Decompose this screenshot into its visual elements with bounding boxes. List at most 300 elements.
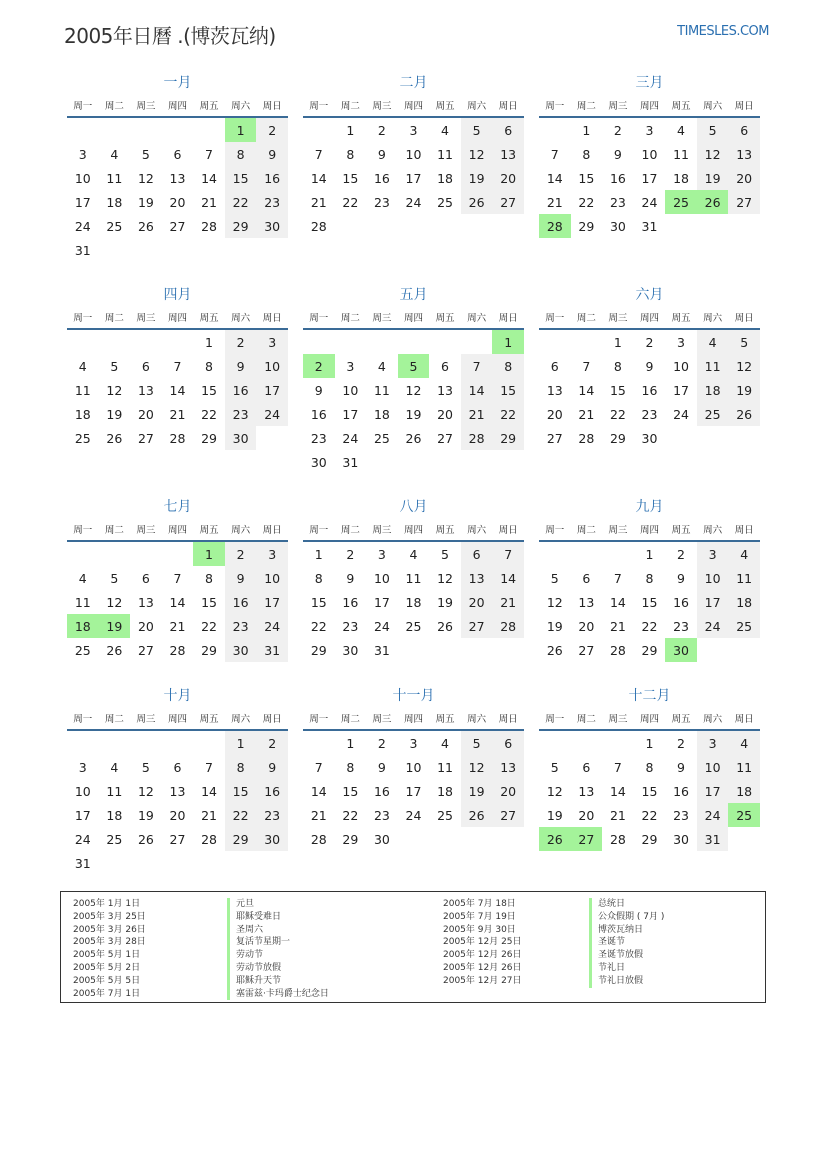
- weekday-header: 周四: [398, 94, 430, 117]
- day-cell: 26: [106, 642, 123, 658]
- day-cell: 16: [609, 170, 626, 186]
- day-cell: 5: [461, 117, 493, 142]
- day-cell: 10: [405, 146, 422, 162]
- day-cell: 27: [546, 430, 563, 446]
- day-cell: 26: [137, 831, 154, 847]
- weekday-header: 周五: [429, 707, 461, 730]
- month-block: [303, 685, 524, 851]
- legend-holiday-name: 总统日: [589, 898, 664, 911]
- day-cell: 1: [314, 546, 323, 562]
- day-cell: 14: [546, 170, 563, 186]
- day-cell: 29: [342, 831, 359, 847]
- empty-cell: [67, 730, 99, 755]
- day-cell: 20: [169, 807, 186, 823]
- day-cell: 28: [169, 642, 186, 658]
- weekday-header: 周五: [665, 518, 697, 541]
- day-cell: 3: [645, 122, 654, 138]
- empty-cell: [571, 541, 603, 566]
- day-cell: 2: [303, 354, 335, 378]
- day-cell: 16: [256, 779, 288, 803]
- day-cell: 24: [256, 402, 288, 426]
- day-cell: 8: [582, 146, 591, 162]
- month-block: [67, 284, 288, 450]
- day-cell: 25: [728, 614, 760, 638]
- day-cell: 12: [137, 170, 154, 186]
- day-cell: 21: [169, 406, 186, 422]
- day-cell: 16: [373, 170, 390, 186]
- empty-cell: [67, 329, 99, 354]
- day-cell: 18: [697, 378, 729, 402]
- day-cell: 27: [169, 218, 186, 234]
- empty-cell: [335, 329, 367, 354]
- day-cell: 17: [342, 406, 359, 422]
- weekday-header: 周二: [335, 518, 367, 541]
- empty-cell: [99, 730, 131, 755]
- day-cell: 2: [377, 735, 386, 751]
- day-cell: 19: [461, 779, 493, 803]
- day-cell: 25: [373, 430, 390, 446]
- month-table: [539, 707, 760, 851]
- weekday-header: 周日: [728, 707, 760, 730]
- day-cell: 6: [461, 541, 493, 566]
- empty-cell: [429, 329, 461, 354]
- empty-cell: [429, 214, 461, 238]
- day-cell: 17: [697, 590, 729, 614]
- weekday-header: 周三: [130, 306, 162, 329]
- empty-cell: [162, 851, 194, 875]
- day-cell: 21: [310, 807, 327, 823]
- day-cell: 2: [645, 334, 654, 350]
- empty-cell: [398, 638, 430, 662]
- month-name: 九月: [635, 499, 664, 515]
- day-cell: 4: [409, 546, 418, 562]
- day-cell: 6: [441, 358, 449, 374]
- empty-cell: [366, 450, 398, 474]
- day-cell: 1: [225, 117, 257, 142]
- month-block: [303, 72, 524, 238]
- weekday-header: 周四: [634, 518, 666, 541]
- day-cell: 18: [673, 170, 689, 186]
- day-cell: 27: [492, 803, 524, 827]
- empty-cell: [571, 730, 603, 755]
- legend-holiday-name: 耶稣受难日: [227, 911, 329, 924]
- legend-date: 2005年 12月 25日: [443, 937, 522, 948]
- day-cell: 28: [461, 426, 493, 450]
- empty-cell: [571, 329, 603, 354]
- day-cell: 23: [373, 807, 390, 823]
- empty-cell: [303, 117, 335, 142]
- weekday-header: 周五: [429, 518, 461, 541]
- day-cell: 7: [492, 541, 524, 566]
- day-cell: 12: [461, 142, 493, 166]
- day-cell: 30: [665, 638, 697, 662]
- day-cell: 26: [405, 430, 422, 446]
- day-cell: 24: [673, 406, 689, 422]
- day-cell: 5: [110, 570, 119, 586]
- day-cell: 23: [225, 614, 257, 638]
- weekday-header: 周二: [571, 306, 603, 329]
- day-cell: 10: [256, 566, 288, 590]
- day-cell: 24: [373, 618, 390, 634]
- weekday-header: 周四: [634, 707, 666, 730]
- weekday-header: 周二: [571, 518, 603, 541]
- day-cell: 11: [405, 570, 422, 586]
- day-cell: 21: [201, 194, 217, 210]
- day-cell: 9: [256, 142, 288, 166]
- weekday-header: 周一: [303, 94, 335, 117]
- day-cell: 28: [609, 831, 626, 847]
- day-cell: 15: [342, 783, 359, 799]
- legend-holiday-name: 公众假期 ( 7月 ): [589, 911, 664, 924]
- day-cell: 16: [310, 406, 327, 422]
- day-cell: 5: [110, 358, 119, 374]
- day-cell: 5: [461, 730, 493, 755]
- day-cell: 12: [461, 755, 493, 779]
- empty-cell: [492, 638, 524, 662]
- day-cell: 7: [173, 570, 182, 586]
- day-cell: 15: [342, 170, 359, 186]
- day-cell: 24: [74, 218, 91, 234]
- day-cell: 26: [539, 827, 571, 851]
- day-cell: 14: [461, 378, 493, 402]
- weekday-header: 周一: [539, 94, 571, 117]
- empty-cell: [429, 450, 461, 474]
- month-name: 三月: [635, 75, 664, 91]
- day-cell: 22: [201, 406, 217, 422]
- day-cell: 22: [609, 406, 626, 422]
- weekday-header: 周三: [130, 707, 162, 730]
- day-cell: 14: [310, 783, 327, 799]
- day-cell: 9: [256, 755, 288, 779]
- day-cell: 2: [677, 735, 685, 751]
- day-cell: 12: [106, 594, 123, 610]
- weekday-header: 周三: [602, 707, 634, 730]
- day-cell: 23: [342, 618, 359, 634]
- month-block: [67, 72, 288, 262]
- empty-cell: [193, 117, 225, 142]
- day-cell: 20: [578, 618, 595, 634]
- legend-holiday-name: 复活节星期一: [227, 936, 329, 949]
- legend-date: 2005年 5月 5日: [73, 975, 141, 986]
- empty-cell: [429, 638, 461, 662]
- day-cell: 12: [106, 382, 123, 398]
- day-cell: 1: [225, 730, 257, 755]
- day-cell: 15: [609, 382, 626, 398]
- day-cell: 15: [641, 783, 658, 799]
- day-cell: 22: [342, 807, 359, 823]
- day-cell: 8: [346, 146, 355, 162]
- legend-left-names: [227, 898, 329, 1000]
- day-cell: 3: [256, 541, 288, 566]
- day-cell: 20: [492, 779, 524, 803]
- day-cell: 13: [492, 142, 524, 166]
- day-cell: 24: [256, 614, 288, 638]
- day-cell: 1: [346, 122, 355, 138]
- day-cell: 17: [697, 779, 729, 803]
- legend-holiday-name: 耶稣升天节: [227, 975, 329, 988]
- month-table: [539, 518, 760, 662]
- empty-cell: [429, 827, 461, 851]
- day-cell: 19: [137, 807, 154, 823]
- empty-cell: [162, 117, 194, 142]
- month-name: 六月: [635, 287, 664, 303]
- day-cell: 5: [141, 759, 150, 775]
- day-cell: 18: [437, 783, 453, 799]
- month-block: [67, 496, 288, 662]
- legend-date: 2005年 3月 28日: [73, 937, 146, 948]
- weekday-header: 周二: [335, 707, 367, 730]
- day-cell: 18: [373, 406, 390, 422]
- day-cell: 28: [492, 614, 524, 638]
- day-cell: 14: [201, 783, 217, 799]
- day-cell: 4: [78, 358, 87, 374]
- day-cell: 13: [137, 382, 154, 398]
- day-cell: 22: [342, 194, 359, 210]
- day-cell: 14: [201, 170, 217, 186]
- weekday-header: 周五: [665, 306, 697, 329]
- day-cell: 7: [314, 146, 323, 162]
- legend-date: 2005年 12月 26日: [443, 962, 522, 973]
- day-cell: 16: [256, 166, 288, 190]
- day-cell: 12: [728, 354, 760, 378]
- empty-cell: [130, 730, 162, 755]
- day-cell: 23: [225, 402, 257, 426]
- weekday-header: 周五: [193, 306, 225, 329]
- legend-date: 2005年 12月 27日: [443, 975, 522, 986]
- day-cell: 10: [342, 382, 359, 398]
- day-cell: 4: [110, 759, 119, 775]
- empty-cell: [539, 541, 571, 566]
- empty-cell: [602, 730, 634, 755]
- weekday-header: 周一: [539, 707, 571, 730]
- legend-date: 2005年 9月 30日: [443, 924, 516, 935]
- legend-left-dates: [73, 898, 146, 1000]
- day-cell: 26: [437, 618, 453, 634]
- day-cell: 4: [441, 122, 449, 138]
- legend-holiday-name: 塞雷兹·卡玛爵士纪念日: [227, 988, 329, 1001]
- day-cell: 19: [137, 194, 154, 210]
- weekday-header: 周六: [225, 306, 257, 329]
- day-cell: 25: [405, 618, 422, 634]
- day-cell: 18: [728, 590, 760, 614]
- day-cell: 12: [697, 142, 729, 166]
- day-cell: 9: [677, 570, 685, 586]
- day-cell: 5: [141, 146, 150, 162]
- weekday-header: 周日: [256, 707, 288, 730]
- day-cell: 25: [106, 831, 123, 847]
- day-cell: 21: [609, 618, 626, 634]
- day-cell: 4: [677, 122, 685, 138]
- day-cell: 9: [613, 146, 622, 162]
- legend-holiday-name: 圣周六: [227, 924, 329, 937]
- day-cell: 21: [201, 807, 217, 823]
- day-cell: 20: [492, 166, 524, 190]
- day-cell: 4: [441, 735, 449, 751]
- day-cell: 10: [256, 354, 288, 378]
- day-cell: 2: [677, 546, 685, 562]
- weekday-header: 周六: [461, 707, 493, 730]
- day-cell: 18: [437, 170, 453, 186]
- day-cell: 30: [256, 214, 288, 238]
- day-cell: 8: [205, 570, 213, 586]
- weekday-header: 周五: [429, 94, 461, 117]
- weekday-header: 周日: [492, 707, 524, 730]
- month-block: [303, 284, 524, 474]
- weekday-header: 周四: [162, 707, 194, 730]
- empty-cell: [99, 117, 131, 142]
- day-cell: 20: [169, 194, 186, 210]
- day-cell: 16: [641, 382, 658, 398]
- month-name: 十一月: [392, 688, 435, 704]
- month-name: 二月: [399, 75, 428, 91]
- month-table: [67, 518, 288, 662]
- day-cell: 11: [728, 566, 760, 590]
- empty-cell: [728, 827, 760, 851]
- weekday-header: 周三: [602, 518, 634, 541]
- day-cell: 5: [441, 546, 449, 562]
- empty-cell: [398, 450, 430, 474]
- day-cell: 15: [201, 382, 217, 398]
- empty-cell: [130, 238, 162, 262]
- day-cell: 25: [665, 190, 697, 214]
- day-cell: 28: [539, 214, 571, 238]
- day-cell: 14: [310, 170, 327, 186]
- day-cell: 6: [582, 570, 591, 586]
- weekday-header: 周一: [67, 518, 99, 541]
- legend-right-names: [589, 898, 664, 988]
- day-cell: 29: [492, 426, 524, 450]
- weekday-header: 周三: [366, 707, 398, 730]
- day-cell: 9: [677, 759, 685, 775]
- day-cell: 11: [373, 382, 390, 398]
- empty-cell: [99, 541, 131, 566]
- weekday-header: 周一: [303, 306, 335, 329]
- day-cell: 18: [106, 807, 123, 823]
- empty-cell: [256, 851, 288, 875]
- day-cell: 9: [225, 354, 257, 378]
- weekday-header: 周三: [366, 518, 398, 541]
- empty-cell: [539, 117, 571, 142]
- weekday-header: 周二: [571, 707, 603, 730]
- day-cell: 22: [201, 618, 217, 634]
- day-cell: 24: [405, 807, 422, 823]
- weekday-header: 周六: [461, 94, 493, 117]
- day-cell: 12: [405, 382, 422, 398]
- day-cell: 3: [409, 735, 418, 751]
- day-cell: 23: [673, 807, 689, 823]
- day-cell: 23: [310, 430, 327, 446]
- day-cell: 23: [641, 406, 658, 422]
- empty-cell: [193, 238, 225, 262]
- day-cell: 14: [169, 594, 186, 610]
- empty-cell: [162, 329, 194, 354]
- day-cell: 12: [137, 783, 154, 799]
- legend-holiday-name: 圣诞节放假: [589, 949, 664, 962]
- day-cell: 21: [169, 618, 186, 634]
- weekday-header: 周一: [67, 306, 99, 329]
- day-cell: 27: [728, 190, 760, 214]
- day-cell: 26: [461, 190, 493, 214]
- weekday-header: 周六: [697, 306, 729, 329]
- day-cell: 30: [641, 430, 658, 446]
- day-cell: 1: [205, 334, 213, 350]
- day-cell: 11: [74, 594, 91, 610]
- day-cell: 28: [310, 218, 327, 234]
- day-cell: 24: [697, 803, 729, 827]
- month-table: [67, 707, 288, 875]
- month-name: 十月: [163, 688, 192, 704]
- day-cell: 3: [697, 730, 729, 755]
- empty-cell: [99, 238, 131, 262]
- day-cell: 23: [256, 803, 288, 827]
- day-cell: 13: [578, 783, 595, 799]
- day-cell: 26: [697, 190, 729, 214]
- legend-date: 2005年 5月 1日: [73, 950, 141, 961]
- day-cell: 9: [377, 146, 386, 162]
- day-cell: 6: [550, 358, 559, 374]
- empty-cell: [162, 541, 194, 566]
- day-cell: 1: [645, 546, 654, 562]
- empty-cell: [225, 238, 257, 262]
- day-cell: 29: [225, 827, 257, 851]
- weekday-header: 周三: [130, 518, 162, 541]
- day-cell: 10: [697, 755, 729, 779]
- day-cell: 29: [310, 642, 327, 658]
- day-cell: 9: [314, 382, 323, 398]
- weekday-header: 周五: [193, 94, 225, 117]
- weekday-header: 周二: [99, 518, 131, 541]
- day-cell: 31: [373, 642, 390, 658]
- weekday-header: 周一: [539, 306, 571, 329]
- day-cell: 1: [613, 334, 622, 350]
- day-cell: 28: [310, 831, 327, 847]
- day-cell: 3: [256, 329, 288, 354]
- day-cell: 6: [492, 117, 524, 142]
- weekday-header: 周二: [571, 94, 603, 117]
- empty-cell: [99, 851, 131, 875]
- empty-cell: [461, 827, 493, 851]
- day-cell: 21: [546, 194, 563, 210]
- weekday-header: 周四: [162, 306, 194, 329]
- day-cell: 5: [550, 570, 559, 586]
- day-cell: 21: [461, 402, 493, 426]
- empty-cell: [461, 450, 493, 474]
- weekday-header: 周一: [303, 707, 335, 730]
- day-cell: 22: [310, 618, 327, 634]
- day-cell: 22: [225, 803, 257, 827]
- month-table: [303, 707, 524, 851]
- day-cell: 4: [377, 358, 386, 374]
- month-block: [539, 72, 760, 238]
- day-cell: 14: [492, 566, 524, 590]
- weekday-header: 周三: [602, 306, 634, 329]
- day-cell: 10: [373, 570, 390, 586]
- weekday-header: 周五: [193, 707, 225, 730]
- day-cell: 7: [205, 759, 213, 775]
- day-cell: 30: [373, 831, 390, 847]
- day-cell: 29: [225, 214, 257, 238]
- empty-cell: [130, 117, 162, 142]
- day-cell: 11: [437, 146, 453, 162]
- weekday-header: 周六: [225, 518, 257, 541]
- day-cell: 4: [697, 329, 729, 354]
- day-cell: 20: [578, 807, 595, 823]
- day-cell: 7: [613, 570, 622, 586]
- day-cell: 8: [492, 354, 524, 378]
- day-cell: 14: [609, 783, 626, 799]
- weekday-header: 周日: [492, 518, 524, 541]
- weekday-header: 周四: [398, 707, 430, 730]
